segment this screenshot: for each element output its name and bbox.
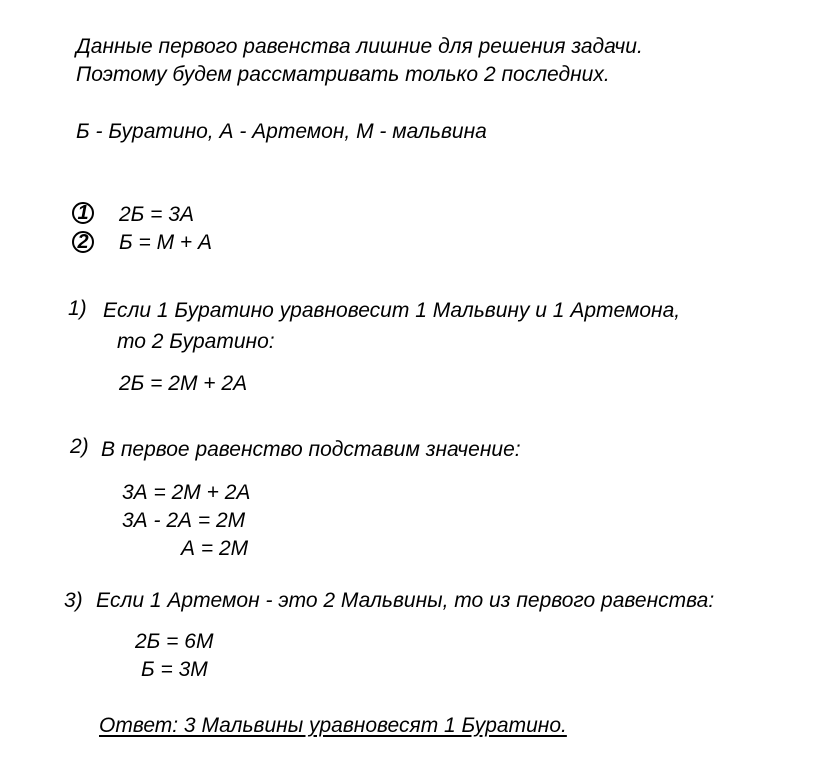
- step-3-formula-1: 2Б = 6М: [135, 630, 214, 653]
- intro-line-2: Поэтому будем рассматривать только 2 последних.: [76, 63, 610, 86]
- step-2-number: 2): [70, 435, 89, 458]
- step-2-formula-1: 3А = 2М + 2А: [122, 481, 251, 504]
- step-1-text-line-2: то 2 Буратино:: [117, 330, 275, 353]
- answer-line: Ответ: 3 Мальвины уравновесят 1 Буратино.: [99, 714, 567, 737]
- step-2-text: В первое равенство подставим значение:: [101, 438, 521, 461]
- step-3-formula-2: Б = 3М: [141, 658, 208, 681]
- legend-line: Б - Буратино, А - Артемон, М - мальвина: [76, 120, 487, 143]
- equation-2: Б = М + А: [119, 231, 213, 254]
- equation-2-marker: 2: [72, 231, 94, 253]
- step-2-formula-2: 3А - 2А = 2М: [122, 509, 246, 532]
- equation-1-marker: 1: [72, 202, 94, 224]
- step-1-number: 1): [68, 297, 87, 320]
- step-3-text: Если 1 Артемон - это 2 Мальвины, то из первого равенства:: [96, 589, 715, 612]
- intro-line-1: Данные первого равенства лишние для решения задачи.: [76, 35, 643, 58]
- equation-1: 2Б = 3А: [119, 203, 194, 226]
- step-3-number: 3): [64, 589, 83, 612]
- step-1-text-line-1: Если 1 Буратино уравновесит 1 Мальвину и 1 Артемона,: [103, 299, 681, 322]
- step-1-formula: 2Б = 2М + 2А: [119, 372, 248, 395]
- step-2-formula-3: А = 2М: [181, 537, 249, 560]
